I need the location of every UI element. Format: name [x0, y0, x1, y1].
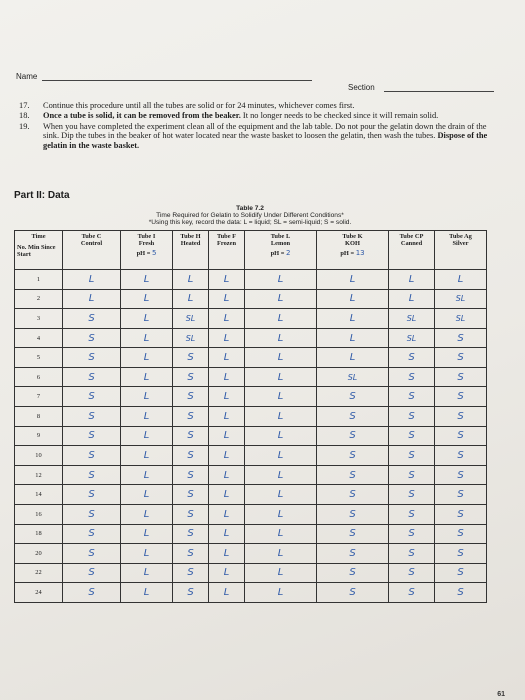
handwritten-entry[interactable]: S [435, 563, 487, 583]
handwritten-entry[interactable]: L [209, 289, 245, 309]
handwritten-entry[interactable]: L [245, 348, 317, 368]
handwritten-entry[interactable]: S [435, 328, 487, 348]
table-row [15, 407, 487, 427]
handwritten-entry[interactable]: S [173, 426, 209, 446]
handwritten-entry[interactable]: L [245, 367, 317, 387]
handwritten-entry[interactable]: S [389, 485, 435, 505]
column-sublabel: Silver [452, 240, 469, 247]
time-cell: 24 [15, 583, 63, 603]
handwritten-entry[interactable]: S [173, 563, 209, 583]
handwritten-entry[interactable]: S [389, 426, 435, 446]
ph-reading [317, 250, 388, 257]
column-header [245, 231, 317, 270]
handwritten-entry[interactable]: S [435, 367, 487, 387]
table-row [15, 387, 487, 407]
table-row [15, 485, 487, 505]
table-caption: Time Required for Gelatin to Solidify Under Different Conditions* [156, 212, 344, 219]
column-sublabel: KOH [345, 240, 360, 247]
handwritten-entry[interactable]: L [209, 328, 245, 348]
handwritten-entry[interactable]: S [435, 583, 487, 603]
column-header [317, 231, 389, 270]
handwritten-entry[interactable]: S [317, 544, 389, 564]
handwritten-entry[interactable]: L [121, 583, 173, 603]
handwritten-entry[interactable]: S [63, 485, 121, 505]
handwritten-entry[interactable]: L [209, 544, 245, 564]
step-text: Continue this procedure until all the tubes are solid or for 24 minutes, whichever comes first. [43, 101, 355, 110]
time-cell: 12 [15, 465, 63, 485]
step-number: 18. [19, 111, 30, 121]
handwritten-entry[interactable]: S [173, 524, 209, 544]
column-header [173, 231, 209, 270]
handwritten-entry[interactable]: L [121, 407, 173, 427]
handwritten-entry[interactable]: L [245, 524, 317, 544]
page-number: 61 [497, 691, 505, 698]
table-row [15, 348, 487, 368]
ph-value: 5 [151, 249, 157, 257]
handwritten-entry[interactable]: S [389, 446, 435, 466]
handwritten-entry[interactable]: L [121, 387, 173, 407]
ph-reading [245, 250, 316, 257]
section-label: Section [348, 83, 375, 92]
column-label: Tube F [216, 233, 237, 240]
table-row [15, 289, 487, 309]
handwritten-entry[interactable]: L [209, 446, 245, 466]
handwritten-entry[interactable]: S [435, 426, 487, 446]
handwritten-entry[interactable]: S [173, 348, 209, 368]
handwritten-entry[interactable]: L [245, 387, 317, 407]
handwritten-entry[interactable]: L [209, 270, 245, 290]
ph-label: pH = [270, 250, 285, 257]
handwritten-entry[interactable]: L [63, 289, 121, 309]
time-cell: 20 [15, 544, 63, 564]
handwritten-entry[interactable]: S [63, 367, 121, 387]
column-sublabel: Lemon [270, 240, 291, 247]
ph-value: 13 [355, 249, 365, 257]
handwritten-entry[interactable]: S [63, 583, 121, 603]
handwritten-entry[interactable]: L [173, 289, 209, 309]
time-cell: 10 [15, 446, 63, 466]
table-row [15, 524, 487, 544]
column-sublabel: Heated [180, 240, 201, 247]
procedure-steps [19, 101, 495, 151]
time-cell: 5 [15, 348, 63, 368]
handwritten-entry[interactable]: L [121, 446, 173, 466]
handwritten-entry[interactable]: L [209, 348, 245, 368]
handwritten-entry[interactable]: L [245, 426, 317, 446]
step-text: When you have completed the experiment clean all of the equipment and the lab table. Do not pour the gelatin down the drain of the sink. Dip the tubes in the beaker of hot water located near the waste basket to loosen the gelatin, then wash the tubes. [43, 121, 487, 141]
handwritten-entry[interactable]: S [173, 367, 209, 387]
column-sublabel: Control [80, 240, 103, 247]
step-bold-text: Dispose of the gelatin in the waste basket. [43, 131, 488, 150]
handwritten-entry[interactable]: L [209, 563, 245, 583]
handwritten-entry[interactable]: S [63, 426, 121, 446]
column-header [209, 231, 245, 270]
time-cell: 6 [15, 367, 63, 387]
table-row [15, 426, 487, 446]
handwritten-entry[interactable]: L [245, 270, 317, 290]
handwritten-entry[interactable]: L [121, 426, 173, 446]
handwritten-entry[interactable]: S [389, 367, 435, 387]
column-label: Tube Ag [449, 233, 472, 240]
handwritten-entry[interactable]: L [245, 328, 317, 348]
handwritten-entry[interactable]: L [317, 328, 389, 348]
table-row [15, 367, 487, 387]
handwritten-entry[interactable]: L [121, 563, 173, 583]
column-label: Tube K [342, 233, 363, 240]
handwritten-entry[interactable]: S [317, 524, 389, 544]
handwritten-entry[interactable]: S [317, 446, 389, 466]
handwritten-entry[interactable]: SL [173, 328, 209, 348]
handwritten-entry[interactable]: S [317, 465, 389, 485]
table-number: Table 7.2 [236, 205, 264, 212]
table-header-row [15, 231, 487, 270]
step-text: It no longer needs to be checked since it will remain solid. [240, 111, 439, 121]
handwritten-entry[interactable]: L [121, 309, 173, 329]
handwritten-entry[interactable]: L [121, 348, 173, 368]
handwritten-entry[interactable]: L [173, 270, 209, 290]
handwritten-entry[interactable]: SL [389, 309, 435, 329]
column-sublabel: Canned [400, 240, 423, 247]
handwritten-entry[interactable]: L [245, 485, 317, 505]
name-label: Name [16, 72, 38, 81]
handwritten-entry[interactable]: S [435, 446, 487, 466]
handwritten-entry[interactable]: S [389, 387, 435, 407]
column-header [15, 231, 63, 270]
handwritten-entry[interactable]: SL [173, 309, 209, 329]
handwritten-entry[interactable]: S [63, 465, 121, 485]
ph-reading [121, 250, 172, 257]
handwritten-entry[interactable]: S [173, 544, 209, 564]
column-header [435, 231, 487, 270]
table-row [15, 544, 487, 564]
column-label: Tube L [270, 233, 291, 240]
handwritten-entry[interactable]: L [245, 446, 317, 466]
handwritten-entry[interactable]: S [63, 563, 121, 583]
table-row [15, 328, 487, 348]
handwritten-entry[interactable]: L [389, 270, 435, 290]
handwritten-entry[interactable]: L [209, 583, 245, 603]
column-sublabel: Frozen [216, 240, 237, 247]
handwritten-entry[interactable]: S [389, 524, 435, 544]
table-row [15, 446, 487, 466]
handwritten-entry[interactable]: L [317, 289, 389, 309]
procedure-step [19, 111, 495, 120]
step-number: 19. [19, 121, 30, 131]
handwritten-entry[interactable]: L [245, 504, 317, 524]
handwritten-entry[interactable]: L [209, 485, 245, 505]
time-cell: 8 [15, 407, 63, 427]
handwritten-entry[interactable]: S [63, 544, 121, 564]
handwritten-entry[interactable]: S [173, 465, 209, 485]
handwritten-entry[interactable]: S [389, 465, 435, 485]
handwritten-entry[interactable]: S [435, 348, 487, 368]
handwritten-entry[interactable]: L [209, 504, 245, 524]
handwritten-entry[interactable]: L [317, 270, 389, 290]
time-cell: 2 [15, 289, 63, 309]
column-label: Tube CP [399, 233, 424, 240]
handwritten-entry[interactable]: L [121, 544, 173, 564]
handwritten-entry[interactable]: L [245, 289, 317, 309]
handwritten-entry[interactable]: L [209, 426, 245, 446]
column-label: Tube I [137, 233, 156, 240]
handwritten-entry[interactable]: L [245, 563, 317, 583]
handwritten-entry[interactable]: L [209, 309, 245, 329]
handwritten-entry[interactable]: L [209, 387, 245, 407]
handwritten-entry[interactable]: L [209, 465, 245, 485]
table-row [15, 465, 487, 485]
part-title: Part II: Data [14, 190, 70, 201]
procedure-step [19, 101, 495, 110]
procedure-step [19, 122, 495, 150]
time-cell: 9 [15, 426, 63, 446]
handwritten-entry[interactable]: L [317, 348, 389, 368]
handwritten-entry[interactable]: S [63, 348, 121, 368]
handwritten-entry[interactable]: S [63, 407, 121, 427]
handwritten-entry[interactable]: SL [317, 367, 389, 387]
handwritten-entry[interactable]: S [63, 387, 121, 407]
step-number: 17. [19, 101, 30, 110]
handwritten-entry[interactable]: S [389, 583, 435, 603]
handwritten-entry[interactable]: S [389, 407, 435, 427]
handwritten-entry[interactable]: L [121, 504, 173, 524]
handwritten-entry[interactable]: S [389, 563, 435, 583]
handwritten-entry[interactable]: S [389, 504, 435, 524]
handwritten-entry[interactable]: L [63, 270, 121, 290]
handwritten-entry[interactable]: L [121, 524, 173, 544]
handwritten-entry[interactable]: L [209, 524, 245, 544]
table-row [15, 504, 487, 524]
column-sublabel: No. Min Since Start [17, 244, 56, 258]
table-row [15, 309, 487, 329]
handwritten-entry[interactable]: L [245, 544, 317, 564]
time-cell: 4 [15, 328, 63, 348]
handwritten-entry[interactable]: S [389, 348, 435, 368]
time-cell: 1 [15, 270, 63, 290]
handwritten-entry[interactable]: S [63, 309, 121, 329]
column-header [63, 231, 121, 270]
data-table [14, 230, 487, 603]
time-cell: 14 [15, 485, 63, 505]
handwritten-entry[interactable]: L [209, 407, 245, 427]
ph-value: 2 [285, 249, 291, 257]
handwritten-entry[interactable]: S [435, 407, 487, 427]
table-row [15, 583, 487, 603]
handwritten-entry[interactable]: S [435, 524, 487, 544]
name-line [42, 80, 312, 81]
handwritten-entry[interactable]: L [121, 328, 173, 348]
time-cell: 3 [15, 309, 63, 329]
handwritten-entry[interactable]: L [121, 289, 173, 309]
time-cell: 18 [15, 524, 63, 544]
handwritten-entry[interactable]: S [435, 485, 487, 505]
step-bold-text: Once a tube is solid, it can be removed from the beaker. [43, 111, 241, 121]
handwritten-entry[interactable]: L [317, 309, 389, 329]
handwritten-entry[interactable]: S [63, 504, 121, 524]
handwritten-entry[interactable]: S [317, 583, 389, 603]
column-label: Tube H [180, 233, 201, 240]
column-label: Time [31, 233, 46, 240]
handwritten-entry[interactable]: S [317, 504, 389, 524]
handwritten-entry[interactable]: L [245, 465, 317, 485]
handwritten-entry[interactable]: L [121, 270, 173, 290]
handwritten-entry[interactable]: S [173, 387, 209, 407]
handwritten-entry[interactable]: S [317, 563, 389, 583]
handwritten-entry[interactable]: S [317, 387, 389, 407]
handwritten-entry[interactable]: S [435, 465, 487, 485]
handwritten-entry[interactable]: L [209, 367, 245, 387]
handwritten-entry[interactable]: S [63, 446, 121, 466]
column-label: Tube C [81, 233, 102, 240]
handwritten-entry[interactable]: L [121, 367, 173, 387]
time-cell: 7 [15, 387, 63, 407]
handwritten-entry[interactable]: S [317, 407, 389, 427]
handwritten-entry[interactable]: SL [435, 289, 487, 309]
handwritten-entry[interactable]: S [435, 504, 487, 524]
handwritten-entry[interactable]: L [435, 270, 487, 290]
handwritten-entry[interactable]: S [317, 485, 389, 505]
handwritten-entry[interactable]: S [317, 426, 389, 446]
handwritten-entry[interactable]: S [173, 504, 209, 524]
handwritten-entry[interactable]: S [63, 524, 121, 544]
handwritten-entry[interactable]: L [245, 309, 317, 329]
handwritten-entry[interactable]: SL [435, 309, 487, 329]
handwritten-entry[interactable]: S [435, 544, 487, 564]
column-header [389, 231, 435, 270]
ph-label: pH = [136, 250, 151, 257]
handwritten-entry[interactable]: S [173, 583, 209, 603]
section-line [384, 91, 494, 92]
handwritten-entry[interactable]: S [173, 446, 209, 466]
time-cell: 22 [15, 563, 63, 583]
handwritten-entry[interactable]: L [245, 407, 317, 427]
handwritten-entry[interactable]: L [121, 485, 173, 505]
handwritten-entry[interactable]: S [435, 387, 487, 407]
handwritten-entry[interactable]: S [63, 328, 121, 348]
column-header [121, 231, 173, 270]
table-row [15, 563, 487, 583]
table-key: *Using this key, record the data: L = liquid; SL = semi-liquid; S = solid. [148, 219, 352, 226]
handwritten-entry[interactable]: L [389, 289, 435, 309]
handwritten-entry[interactable]: L [121, 465, 173, 485]
table-row [15, 270, 487, 290]
handwritten-entry[interactable]: SL [389, 328, 435, 348]
handwritten-entry[interactable]: L [245, 583, 317, 603]
handwritten-entry[interactable]: S [173, 485, 209, 505]
handwritten-entry[interactable]: S [389, 544, 435, 564]
ph-label: pH = [340, 250, 355, 257]
handwritten-entry[interactable]: S [173, 407, 209, 427]
time-cell: 16 [15, 504, 63, 524]
column-sublabel: Fresh [138, 240, 155, 247]
